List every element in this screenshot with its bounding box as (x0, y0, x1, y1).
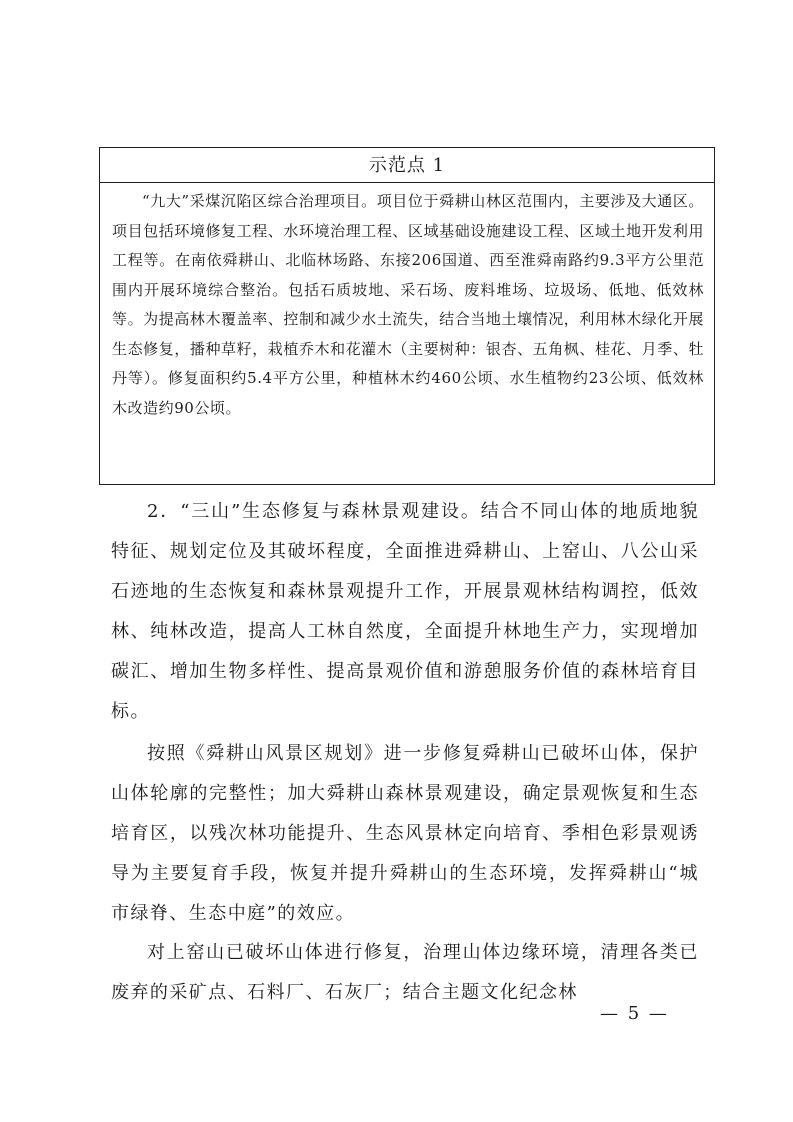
paragraph-three-mountains: 2．“三山”生态修复与森林景观建设。结合不同山体的地质地貌特征、规划定位及其破坏程度，全面推进舜耕山、上窑山、八公山采石迹地的生态恢复和森林景观提升工作，开展景观林结构调控，低效林、纯林改造，提高人工林自然度，全面提升林地生产力，实现增加碳汇、增加生物多样性、提高景观价值和游憩服务价值的森林培育目标。 (111, 501, 699, 722)
demo-site-body (100, 183, 714, 423)
paragraph-shangyao-repair: 对上窑山已破坏山体进行修复，治理山体边缘环境，清理各类已废弃的采矿点、石料厂、石灰厂；结合主题文化纪念林 (111, 942, 699, 1003)
demo-site-text: “九大”采煤沉陷区综合治理项目。项目位于舜耕山林区范围内，主要涉及大通区。项目包括环境修复工程、水环境治理工程、区域基础设施建设工程、区域土地开发利用工程等。在南依舜耕山、北临林场路、东接206国道、西至淮舜南路约9.3平方公里范围内开展环境综合整治。包括石质坡地、采石场、废料堆场、垃圾场、低地、低效林等。为提高林木覆盖率、控制和减少水土流失，结合当地土壤情况，利用林木绿化开展生态修复，播种草籽，栽植乔木和花灌木（主要树种：银杏、五角枫、桂花、月季、牡丹等）。修复面积约5.4平方公里，种植林木约460公顷、水生植物约23公顷、低效林木改造约90公顷。 (112, 192, 704, 417)
demo-site-box (99, 147, 715, 485)
paragraph-shungeng-plan: 按照《舜耕山风景区规划》进一步修复舜耕山已破坏山体，保护山体轮廓的完整性；加大舜耕山森林景观建设，确定景观恢复和生态培育区，以残次林功能提升、生态风景林定向培育、季相色彩景观诱导为主要复育手段，恢复并提升舜耕山的生态环境，发挥舜耕山“城市绿脊、生态中庭”的效应。 (111, 743, 699, 924)
demo-site-title: 示范点 1 (100, 148, 714, 183)
page-number: — 5 — (600, 1003, 669, 1024)
